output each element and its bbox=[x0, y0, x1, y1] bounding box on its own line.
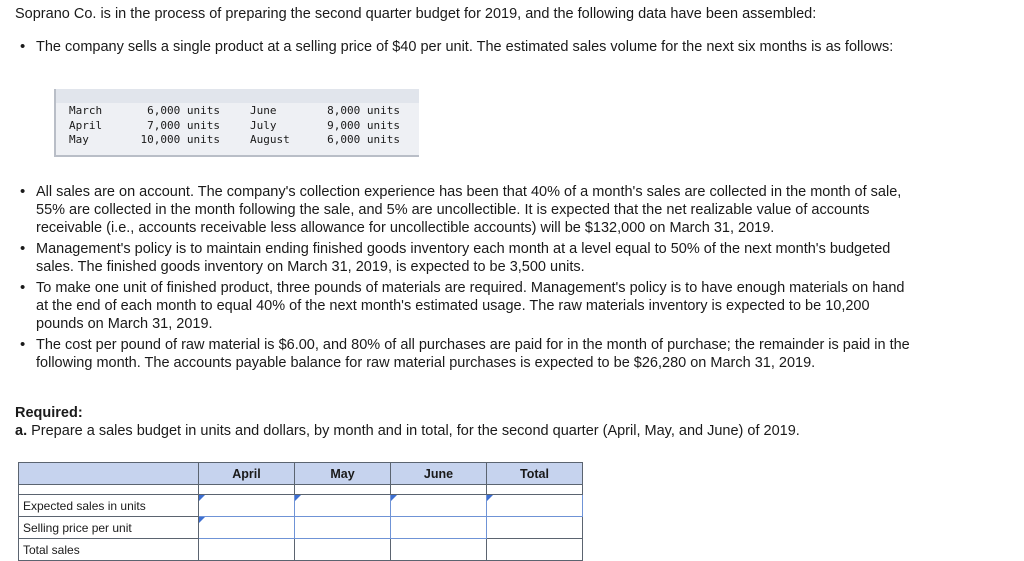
row-selling-price bbox=[19, 517, 583, 539]
sales-months-right bbox=[250, 104, 290, 148]
required-part-a bbox=[15, 422, 800, 440]
policy-bullet-list bbox=[18, 183, 918, 375]
input-cell-sales-june[interactable] bbox=[391, 539, 487, 561]
units-total-input[interactable] bbox=[487, 495, 582, 516]
month-label: May bbox=[69, 133, 89, 146]
input-cell-sales-may[interactable] bbox=[295, 539, 391, 561]
row-total-sales bbox=[19, 539, 583, 561]
intro-text: Soprano Co. is in the process of preparing the second quarter budget for 2019, and the following data have been assembled: bbox=[15, 6, 817, 22]
bullet-finished-goods: • Management's policy is to maintain ending finished goods inventory each month at a level equal to 50% of the next month's budgeted sales. The finished goods inventory on March 31, 2019, is expected to be 3,500 units. bbox=[18, 240, 918, 276]
month-label: April bbox=[69, 118, 103, 132]
units-value: 6,000 units bbox=[147, 104, 220, 117]
input-cell-units-may[interactable] bbox=[295, 495, 391, 517]
price-april-input[interactable] bbox=[199, 517, 294, 538]
header-corner bbox=[19, 463, 199, 485]
month-label: July bbox=[250, 118, 277, 132]
input-cell-units-june[interactable] bbox=[391, 495, 487, 517]
sales-volume-header-band bbox=[56, 89, 419, 103]
units-value: 8,000 units bbox=[327, 104, 400, 117]
units-april-input[interactable] bbox=[199, 495, 294, 516]
spacer-cell bbox=[19, 485, 199, 495]
input-cell-price-april[interactable] bbox=[199, 517, 295, 539]
units-may-input[interactable] bbox=[295, 495, 390, 516]
sales-bullet-list bbox=[18, 38, 898, 56]
sales-units-left bbox=[132, 104, 220, 148]
required-section bbox=[15, 404, 800, 440]
spacer-cell bbox=[487, 485, 583, 495]
required-title: Required: bbox=[15, 405, 83, 421]
input-cell-price-may[interactable] bbox=[295, 517, 391, 539]
row-expected-sales-units bbox=[19, 495, 583, 517]
input-cell-units-total[interactable] bbox=[487, 495, 583, 517]
bullet-raw-materials: • To make one unit of finished product, three pounds of materials are required. Management's policy is to have enough materials on hand at the end of each month to equal 40% of the next month's estimated usage. The raw materials inventory is expected to be 10,200 pounds on March 31, 2019. bbox=[18, 279, 918, 333]
month-label: August bbox=[250, 133, 290, 146]
bullet-sales-price: • The company sells a single product at a selling price of $40 per unit. The estimated sales volume for the next six months is as follows: bbox=[18, 38, 898, 56]
input-cell-price-june[interactable] bbox=[391, 517, 487, 539]
input-cell-units-april[interactable] bbox=[199, 495, 295, 517]
row-label: Expected sales in units bbox=[19, 495, 199, 517]
input-marker-icon bbox=[199, 495, 205, 501]
input-marker-icon bbox=[199, 517, 205, 523]
month-label: June bbox=[250, 104, 277, 117]
part-a-text: Prepare a sales budget in units and dollars, by month and in total, for the second quarter (April, May, and June) of 2019. bbox=[27, 423, 800, 439]
col-header-june: June bbox=[391, 463, 487, 485]
input-marker-icon bbox=[487, 495, 493, 501]
input-cell-sales-april[interactable] bbox=[199, 539, 295, 561]
units-june-input[interactable] bbox=[391, 495, 486, 516]
input-marker-icon bbox=[295, 495, 301, 501]
sales-units-right bbox=[318, 104, 400, 148]
input-cell-sales-total[interactable] bbox=[487, 539, 583, 561]
input-marker-icon bbox=[391, 495, 397, 501]
budget-header-row bbox=[19, 463, 583, 485]
row-label: Total sales bbox=[19, 539, 199, 561]
units-value: 6,000 units bbox=[327, 133, 400, 146]
col-header-april: April bbox=[199, 463, 295, 485]
units-value: 9,000 units bbox=[327, 118, 400, 132]
units-value: 7,000 units bbox=[147, 118, 220, 132]
price-june-input[interactable] bbox=[391, 517, 486, 538]
empty-cell bbox=[487, 517, 583, 539]
bullet-material-cost: • The cost per pound of raw material is $6.00, and 80% of all purchases are paid for in the month of purchase; the remainder is paid in the following month. The accounts payable balance for raw material purchases is expected to be $26,280 on March 31, 2019. bbox=[18, 336, 918, 372]
sales-budget-table bbox=[18, 462, 583, 561]
part-a-label: a. bbox=[15, 423, 28, 439]
spacer-cell bbox=[199, 485, 295, 495]
spacer-cell bbox=[391, 485, 487, 495]
bullet-collections: • All sales are on account. The company's collection experience has been that 40% of a month's sales are collected in the month of sale, 55% are collected in the month following the sale, and 5% are uncollectible. It is expected that the net realizable value of accounts receivable (i.e., accounts receivable less allowance for uncollectible accounts) will be $132,000 on March 31, 2019. bbox=[18, 183, 918, 237]
units-value: 10,000 units bbox=[140, 133, 220, 146]
row-label: Selling price per unit bbox=[19, 517, 199, 539]
month-label: March bbox=[69, 104, 103, 117]
price-may-input[interactable] bbox=[295, 517, 390, 538]
budget-spacer-row bbox=[19, 485, 583, 495]
sales-months-left bbox=[69, 104, 102, 148]
sales-volume-table bbox=[54, 89, 419, 157]
spacer-cell bbox=[295, 485, 391, 495]
col-header-total: Total bbox=[487, 463, 583, 485]
col-header-may: May bbox=[295, 463, 391, 485]
